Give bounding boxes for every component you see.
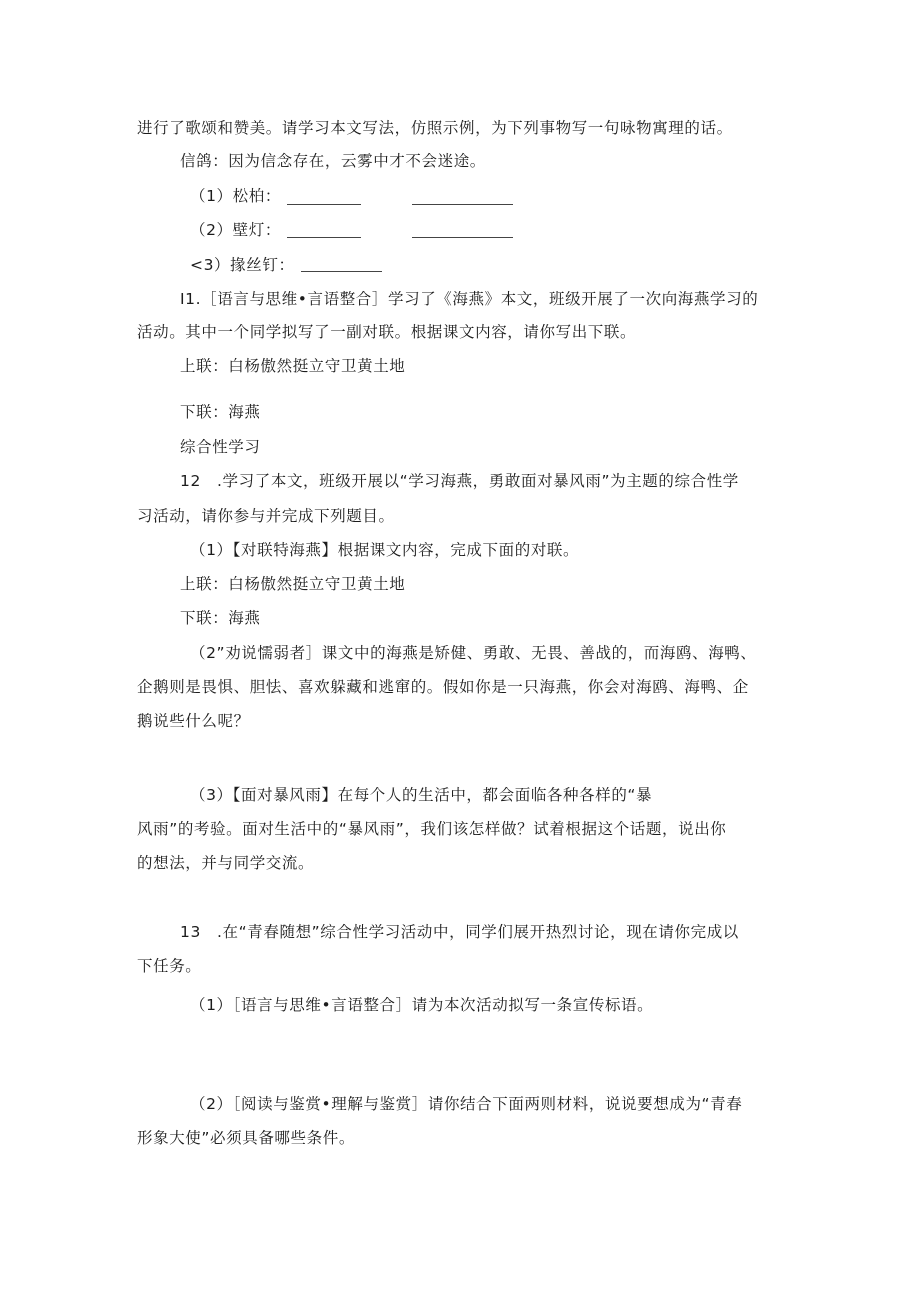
section-heading: 综合性学习 (180, 438, 261, 456)
couplet-upper: 上联：白杨傲然挺立守卫黄土地 (180, 357, 406, 375)
couplet-lower: 下联：海燕 (180, 403, 261, 421)
question-13-sub-2-line-2: 形象大使”必须具备哪些条件。 (137, 1129, 355, 1147)
question-13-sub-1: （1）［语言与思维•言语整合］请为本次活动拟写一条宣传标语。 (190, 996, 654, 1014)
item-screw: <3）掾丝钉： (190, 256, 295, 274)
question-13-line-1: 13 .在“青春随想”综合性学习活动中，同学们展开热烈讨论，现在请你完成以 (180, 923, 739, 941)
question-12-sub-3-line-3: 的想法，并与同学交流。 (137, 854, 315, 872)
couplet-upper: 上联：白杨傲然挺立守卫黄土地 (180, 575, 406, 593)
question-11-line-1: I1.［语言与思维•言语整合］学习了《海燕》本文，班级开展了一次向海燕学习的 (180, 290, 759, 308)
question-12-line-2: 习活动，请你参与并完成下列题目。 (137, 507, 395, 525)
item-wall-lamp: （2）壁灯： (190, 221, 281, 239)
question-13-line-2: 下任务。 (137, 957, 202, 975)
example-line: 信鸽：因为信念存在，云雾中才不会迷途。 (180, 152, 486, 170)
answer-blank[interactable] (287, 204, 361, 205)
question-12-sub-2-line-2: 企鹅则是畏惧、胆怯、喜欢躲藏和逃窜的。假如你是一只海燕，你会对海鸥、海鸭、企 (137, 678, 749, 696)
question-12-sub-1: （1）【对联特海燕】根据课文内容，完成下面的对联。 (190, 541, 580, 559)
question-12-line-1: 12 .学习了本文，班级开展以“学习海燕，勇敢面对暴风雨”为主题的综合性学 (180, 472, 739, 490)
item-pine: （1）松柏： (190, 187, 281, 205)
answer-blank[interactable] (412, 204, 513, 205)
text-line-1: 进行了歌颂和赞美。请学习本文写法，仿照示例，为下列事物写一句咏物寓理的话。 (137, 119, 733, 137)
question-12-sub-2-line-1: （2”劝说懦弱者］课文中的海燕是矫健、勇敢、无畏、善战的，而海鸥、海鸭、 (190, 644, 757, 662)
answer-blank[interactable] (412, 237, 513, 238)
answer-blank[interactable] (301, 271, 382, 272)
question-13-sub-2-line-1: （2）［阅读与鉴赏•理解与鉴赏］请你结合下面两则材料，说说要想成为“青春 (190, 1095, 743, 1113)
answer-blank[interactable] (287, 237, 361, 238)
question-12-sub-3-line-1: （3）【面对暴风雨】在每个人的生活中，都会面临各种各样的“暴 (190, 786, 653, 804)
question-11-line-2: 活动。其中一个同学拟写了一副对联。根据课文内容，请你写出下联。 (137, 323, 637, 341)
question-12-sub-3-line-2: 风雨”的考验。面对生活中的“暴风雨”，我们该怎样做？试着根据这个话题，说出你 (137, 820, 727, 838)
question-12-sub-2-line-3: 鹅说些什么呢？ (137, 712, 250, 730)
couplet-lower: 下联：海燕 (180, 609, 261, 627)
